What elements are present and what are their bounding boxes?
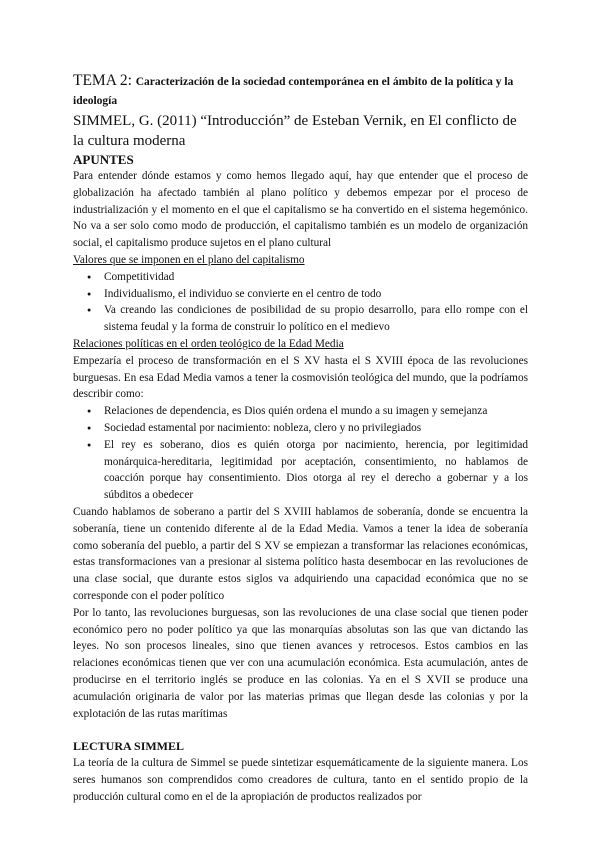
bibliographic-reference: SIMMEL, G. (2011) “Introducción” de Esteban Vernik, en El conflicto de la cultura moderna — [73, 113, 517, 149]
list-item: ● Individualismo, el individuo se convierte en el centro de todo — [104, 286, 528, 303]
revolutions-paragraph: Por lo tanto, las revoluciones burguesas, son las revoluciones de una clase social que tienen poder económico pero no poder político ya que las monarquías absolutas son las que van dictando las leyes. No son procesos lineales, sino que tienen avances y retrocesos. Estos cambios en las relaciones económicas tienen que ver con una acumulación económica. Esta acumulación, antes de producirse en el territorio inglés se produce en las colonias. Ya en el S XVII se produce una acumulación originaria de valor por las materias primas que llegan desde las colonias y por la explotación de las rutas marítimas — [73, 606, 528, 720]
medieval-relations-heading: Relaciones políticas en el orden teológico de la Edad Media — [73, 337, 344, 350]
topic-label: TEMA 2: — [73, 72, 132, 89]
list-item: ● Relaciones de dependencia, es Dios quién ordena el mundo a su imagen y semejanza — [104, 403, 528, 420]
list-item: ● Competitividad — [104, 269, 528, 286]
topic-subtitle: Caracterización de la sociedad contemporánea en el ámbito de la política y la ideología — [73, 76, 514, 107]
lectura-heading: LECTURA SIMMEL — [73, 739, 185, 754]
topic-title — [73, 72, 528, 110]
medieval-relations-list — [73, 403, 528, 504]
capitalism-values-list — [73, 269, 528, 336]
list-item: ● Sociedad estamental por nacimiento: nobleza, clero y no privilegiados — [104, 420, 528, 437]
capitalism-values-heading: Valores que se imponen en el plano del capitalismo — [73, 253, 305, 266]
sovereignty-paragraph: Cuando hablamos de soberano a partir del S XVIII hablamos de soberanía, donde se encuentra la soberanía, tiene un contenido diferente al de la Edad Media. Vamos a tener la idea de soberanía como soberanía del pueblo, a partir del S XV se empiezan a transformar las relaciones económicas, estas transformaciones van a presionar al sistema político hasta desembocar en las revoluciones de una clase social, que durante estos siglos va adquiriendo una capacidad económica que no se corresponde con el poder político — [73, 505, 528, 602]
list-item: ● Va creando las condiciones de posibilidad de su propio desarrollo, para ello rompe con el sistema feudal y la forma de construir lo político en el medievo — [104, 302, 528, 336]
list-item: ● El rey es soberano, dios es quién otorga por nacimiento, herencia, por legitimidad monárquica-hereditaria, legitimidad por aceptación, consentimiento, no hablamos de coacción porque hay consentimiento. Dios otorga al rey el derecho a gobernar y a los súbditos a obedecer — [104, 437, 528, 504]
spacer — [73, 722, 528, 738]
lectura-paragraph: La teoría de la cultura de Simmel se puede sintetizar esquemáticamente de la siguiente manera. Los seres humanos son comprendidos como creadores de cultura, tanto en el sentido propio de la producción cultural como en el de la apropiación de productos realizados por — [73, 757, 528, 803]
apuntes-heading: APUNTES — [73, 152, 134, 167]
intro-paragraph: Para entender dónde estamos y como hemos llegado aquí, hay que entender que el proceso de globalización ha afectado también al plano político y debemos empezar por el proceso de industrialización y el momento en el que el capitalismo se ha convertido en el sistema hegemónico. No va a ser solo como modo de producción, el capitalismo también es un modelo de organización social, el capitalismo produce sujetos en el plano cultural — [73, 170, 528, 250]
medieval-intro-paragraph: Empezaría el proceso de transformación en el S XV hasta el S XVIII época de las revoluciones burguesas. En esa Edad Media vamos a tener la cosmovisión teológica del mundo, que la podríamos describir como: — [73, 354, 528, 401]
